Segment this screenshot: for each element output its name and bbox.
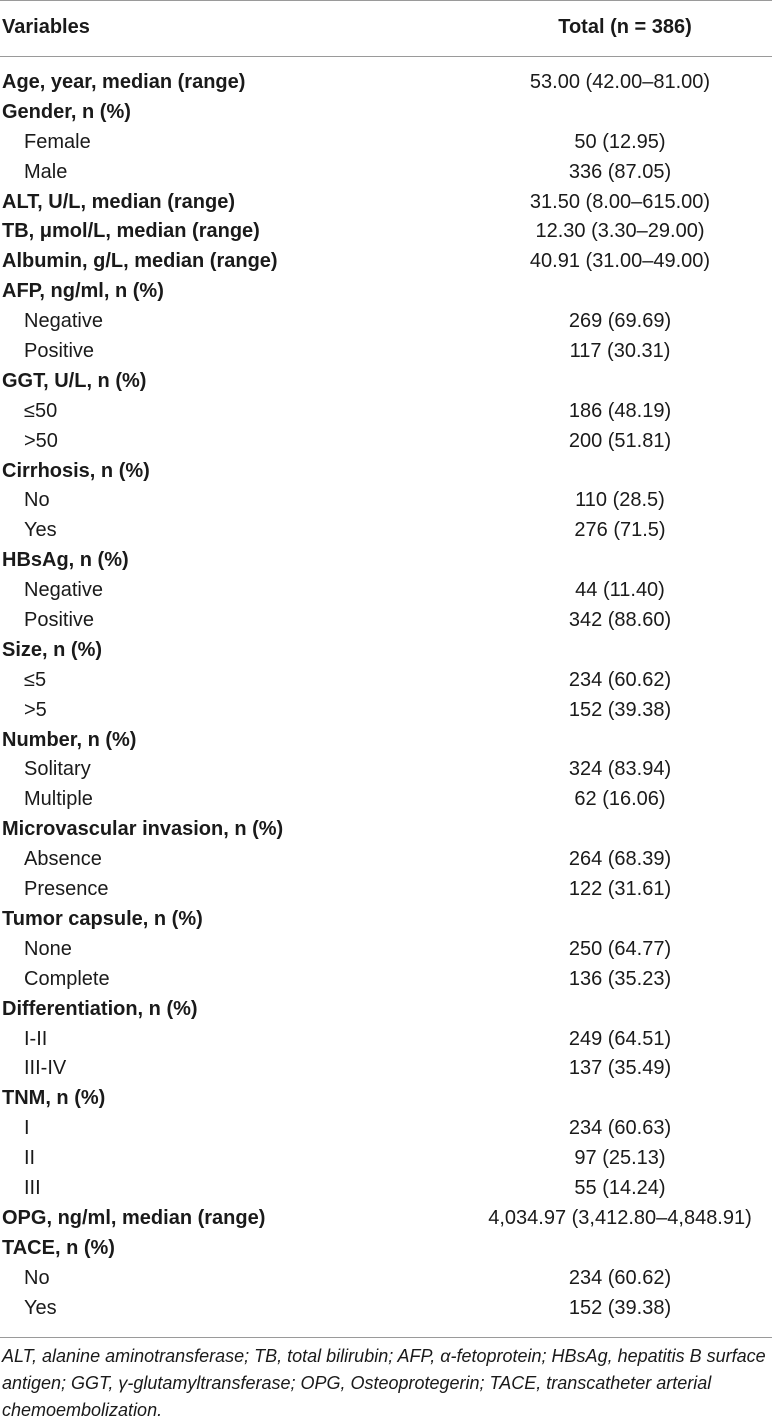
- variable-label: TACE, n (%): [2, 1236, 115, 1259]
- category-label: No: [24, 489, 50, 512]
- table-row: [0, 158, 772, 188]
- table-row: [0, 188, 772, 218]
- total-value: 249 (64.51): [568, 1027, 672, 1050]
- category-label: Complete: [24, 967, 110, 990]
- total-value: 40.91 (31.00–49.00): [529, 250, 711, 273]
- table-row: [0, 1144, 772, 1174]
- category-label: Yes: [24, 519, 57, 542]
- category-label: >50: [24, 429, 58, 452]
- category-label: Negative: [24, 579, 103, 602]
- table-row: [0, 457, 772, 487]
- total-value: 31.50 (8.00–615.00): [529, 190, 711, 213]
- table-row: [0, 1054, 772, 1084]
- category-label: Multiple: [24, 788, 93, 811]
- category-label: ≤5: [24, 668, 47, 691]
- table-row: [0, 696, 772, 726]
- total-value: 4,034.97 (3,412.80–4,848.91): [488, 1206, 752, 1229]
- variable-label: HBsAg, n (%): [2, 549, 129, 572]
- total-value: 152 (39.38): [568, 698, 672, 721]
- table-row: [0, 875, 772, 905]
- table-header: [0, 0, 772, 56]
- variable-label: Microvascular invasion, n (%): [2, 818, 284, 841]
- category-label: I: [24, 1117, 30, 1140]
- table-row: [0, 516, 772, 546]
- category-label: Presence: [24, 878, 109, 901]
- table-row: [0, 815, 772, 845]
- category-label: None: [24, 937, 72, 960]
- table-row: [0, 307, 772, 337]
- table-row: [0, 1204, 772, 1234]
- total-value: 324 (83.94): [568, 758, 672, 781]
- table-row: [0, 935, 772, 965]
- variable-label: Albumin, g/L, median (range): [2, 250, 278, 273]
- total-value: 264 (68.39): [568, 848, 672, 871]
- category-label: Negative: [24, 310, 103, 333]
- total-value: 336 (87.05): [568, 160, 672, 183]
- variable-label: ALT, U/L, median (range): [2, 190, 235, 213]
- category-label: >5: [24, 698, 47, 721]
- bottom-rule: [0, 1337, 772, 1338]
- table-row: [0, 965, 772, 995]
- total-value: 62 (16.06): [574, 788, 666, 811]
- table-row: [0, 247, 772, 277]
- table-row: [0, 217, 772, 247]
- table-body: [0, 68, 772, 1323]
- total-value: 200 (51.81): [568, 429, 672, 452]
- table-row: [0, 606, 772, 636]
- category-label: Positive: [24, 609, 95, 632]
- variable-label: Cirrhosis, n (%): [2, 459, 150, 482]
- total-value: 234 (60.63): [568, 1117, 672, 1140]
- table-footnote: ALT, alanine aminotransferase; TB, total bilirubin; AFP, α-fetoprotein; HBsAg, hepatitis B surface antigen; GGT, γ-glutamyltransferase; OPG, Osteoprotegerin; TACE, transcatheter arterial chemoembolization.: [2, 1346, 766, 1420]
- category-label: Yes: [24, 1296, 57, 1319]
- category-label: Absence: [24, 848, 102, 871]
- table-row: [0, 1174, 772, 1204]
- table-row: [0, 68, 772, 98]
- total-value: 136 (35.23): [568, 967, 672, 990]
- table-row: [0, 367, 772, 397]
- total-value: 97 (25.13): [574, 1147, 666, 1170]
- total-value: 117 (30.31): [569, 340, 671, 363]
- table-row: [0, 1084, 772, 1114]
- variable-label: OPG, ng/ml, median (range): [2, 1206, 266, 1229]
- table-row: [0, 98, 772, 128]
- variable-label: TB, μmol/L, median (range): [2, 220, 260, 243]
- category-label: Female: [24, 130, 91, 153]
- table-row: [0, 128, 772, 158]
- table-row: [0, 636, 772, 666]
- total-value: 152 (39.38): [568, 1296, 672, 1319]
- table-row: [0, 785, 772, 815]
- total-value: 55 (14.24): [574, 1176, 666, 1199]
- header-variables: Variables: [2, 16, 90, 38]
- total-value: 122 (31.61): [568, 878, 672, 901]
- table-row: [0, 397, 772, 427]
- category-label: Solitary: [24, 758, 91, 781]
- variable-label: AFP, ng/ml, n (%): [2, 280, 164, 303]
- table-row: [0, 845, 772, 875]
- variable-label: Gender, n (%): [2, 100, 131, 123]
- category-label: No: [24, 1266, 50, 1289]
- variable-label: Age, year, median (range): [2, 71, 246, 93]
- table-row: [0, 666, 772, 696]
- variable-label: TNM, n (%): [2, 1087, 106, 1110]
- table-row: [0, 1264, 772, 1294]
- variable-label: GGT, U/L, n (%): [2, 369, 147, 392]
- total-value: 342 (88.60): [568, 609, 672, 632]
- table-row: [0, 1025, 772, 1055]
- table-row: [0, 995, 772, 1025]
- category-label: III-IV: [24, 1057, 67, 1080]
- variable-label: Number, n (%): [2, 728, 137, 751]
- total-value: 276 (71.5): [574, 519, 666, 542]
- category-label: III: [24, 1176, 41, 1199]
- total-value: 137 (35.49): [568, 1057, 672, 1080]
- total-value: 186 (48.19): [568, 399, 672, 422]
- table-row: [0, 576, 772, 606]
- table-row: [0, 1294, 772, 1324]
- category-label: I-II: [24, 1027, 48, 1050]
- table-row: [0, 546, 772, 576]
- category-label: ≤50: [24, 399, 58, 422]
- table-row: [0, 486, 772, 516]
- table-row: [0, 1114, 772, 1144]
- total-value: 50 (12.95): [574, 130, 666, 153]
- total-value: 12.30 (3.30–29.00): [535, 220, 705, 243]
- category-label: II: [24, 1147, 36, 1170]
- variable-label: Tumor capsule, n (%): [2, 907, 203, 930]
- total-value: 234 (60.62): [568, 668, 672, 691]
- header-total: Total (n = 386): [558, 16, 692, 38]
- table-row: [0, 277, 772, 307]
- category-label: Positive: [24, 340, 95, 363]
- table-row: [0, 427, 772, 457]
- total-value: 44 (11.40): [575, 579, 665, 602]
- header-rule: [0, 56, 772, 57]
- total-value: 250 (64.77): [568, 937, 672, 960]
- table-row: [0, 726, 772, 756]
- category-label: Male: [24, 160, 68, 183]
- total-value: 53.00 (42.00–81.00): [529, 71, 711, 93]
- variable-label: Differentiation, n (%): [2, 997, 198, 1020]
- table-row: [0, 337, 772, 367]
- total-value: 269 (69.69): [568, 310, 672, 333]
- table-row: [0, 1234, 772, 1264]
- total-value: 110 (28.5): [575, 489, 665, 512]
- table-row: [0, 755, 772, 785]
- variable-label: Size, n (%): [2, 638, 103, 661]
- total-value: 234 (60.62): [568, 1266, 672, 1289]
- table-row: [0, 905, 772, 935]
